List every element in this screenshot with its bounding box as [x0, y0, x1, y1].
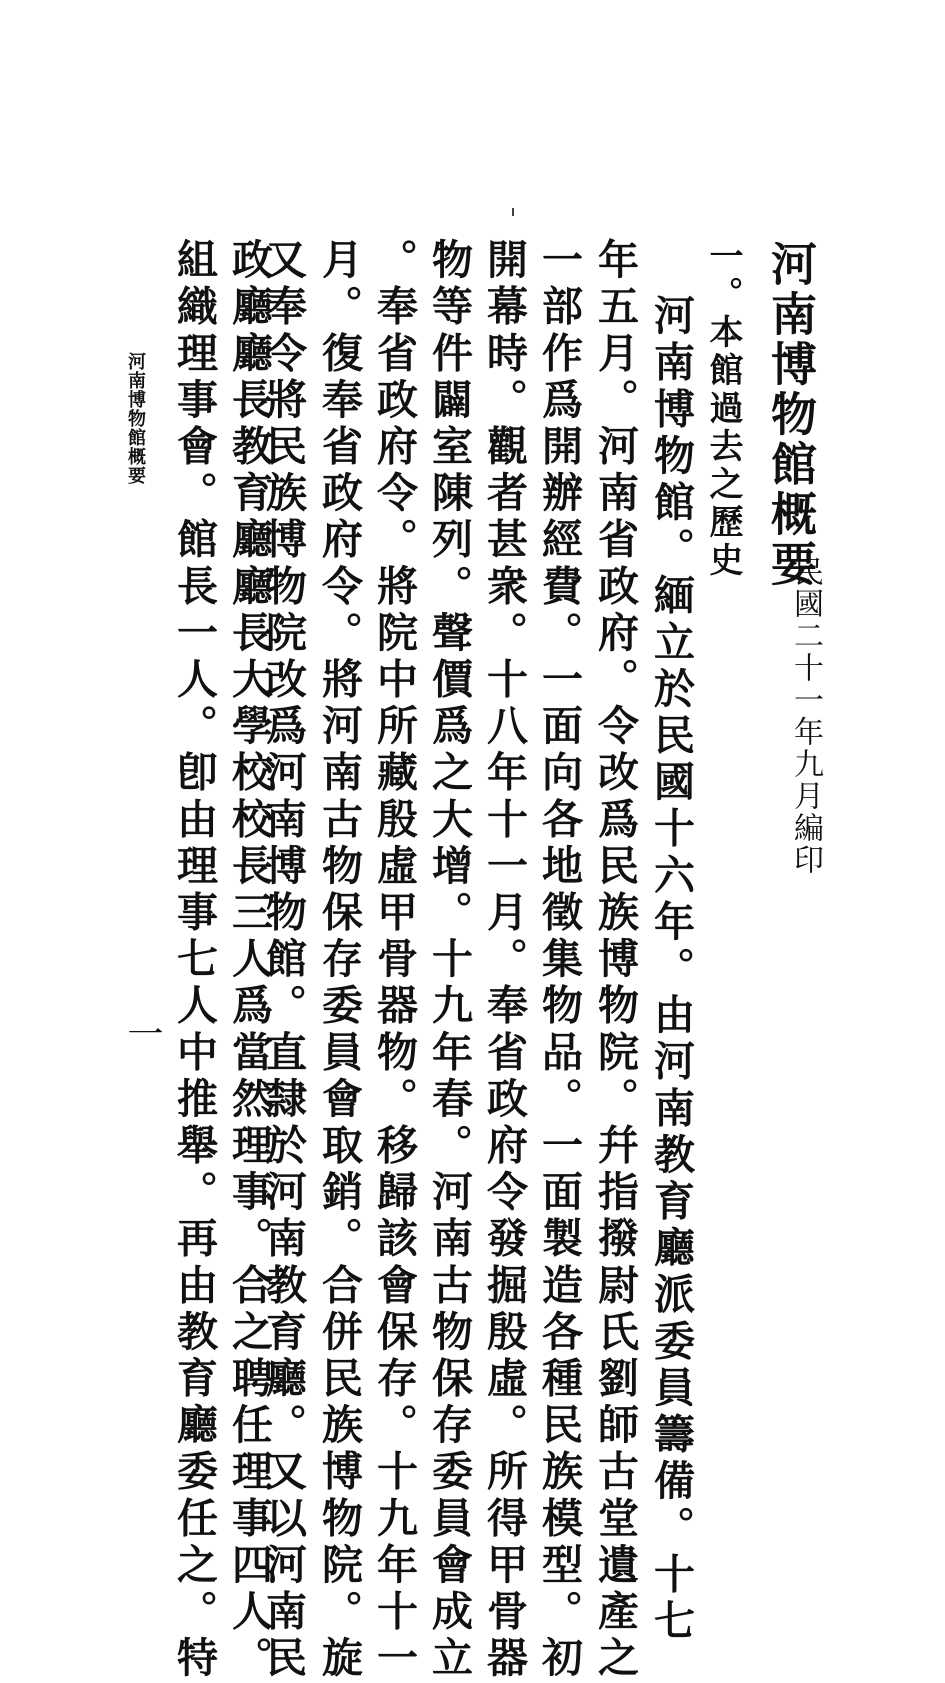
body-column: 物等件闢室陳列。聲價爲之大增。十九年春。河南古物保存委員會成立: [425, 238, 473, 1683]
body-column: 開幕時。觀者甚衆。十八年十一月。奉省政府令發掘殷虛。所得甲骨器: [480, 238, 528, 1683]
body-column: 年五月。河南省政府。令改爲民族博物院。幷指撥尉氏劉師古堂遺產之: [591, 238, 639, 1683]
body-column: 一部作爲開辦經費。一面向各地徵集物品。一面製造各種民族模型。初: [535, 238, 583, 1683]
body-column: 政廳廳長教育廳廳長大學校校長三人爲當然理事。合之聘任理事四人。: [225, 238, 273, 1683]
section-heading: 一。本館過去之歷史: [703, 238, 743, 580]
page-number: 一: [122, 1015, 163, 1051]
body-column: 組織理事會。館長一人。卽由理事七人中推舉。再由教育廳委任之。特: [170, 238, 218, 1683]
date-note: 民國二十一年九月編印: [788, 556, 823, 876]
body-column: 月。復奉省政府令。將河南古物保存委員會取銷。合併民族博物院。旋: [315, 238, 363, 1683]
running-header: 河南博物館概要: [125, 352, 146, 485]
body-column: 又奉令將民族博物院改爲河南博物館。直隸於河南教育廳。又以河南民: [259, 238, 307, 1683]
print-speck: [512, 208, 514, 216]
body-column: 。奉省政府令。將院中所藏殷虛甲骨器物。移歸該會保存。十九年十一: [370, 238, 418, 1683]
page-title: 河南博物館概要: [764, 240, 818, 590]
body-column: 河南博物館。緬立於民國十六年。由河南教育廳派委員籌備。十七: [647, 294, 695, 1646]
